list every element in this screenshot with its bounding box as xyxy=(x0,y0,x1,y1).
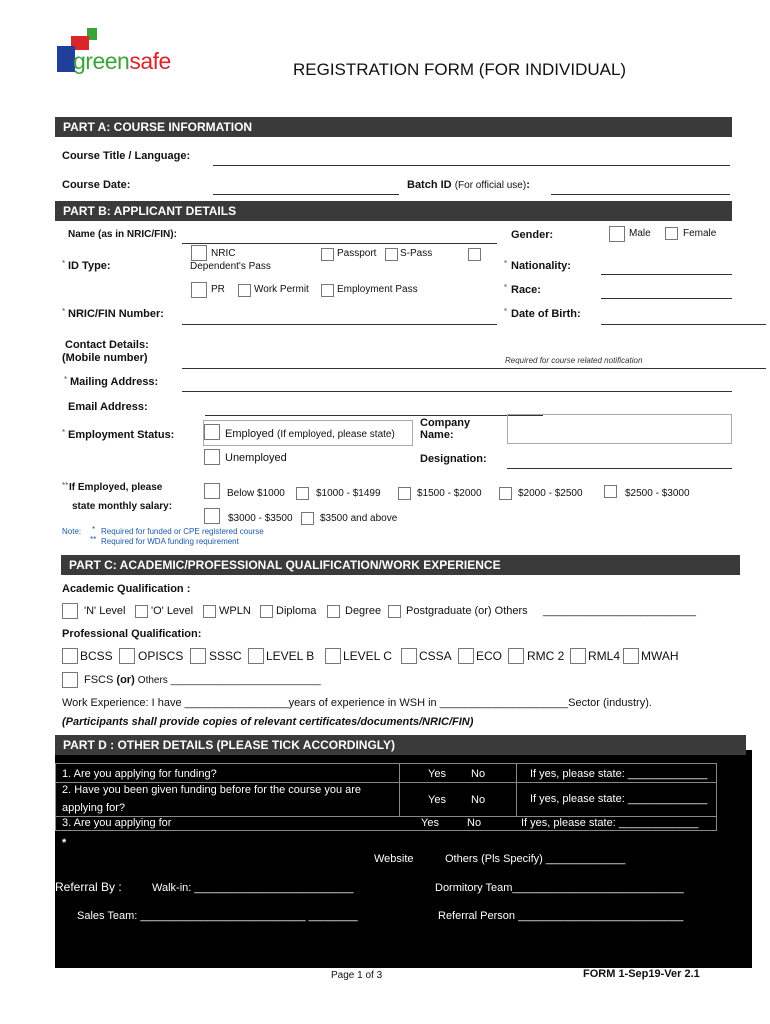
nric-number-asterisk: * xyxy=(62,307,66,316)
dob-field[interactable] xyxy=(601,324,766,325)
gender-female-checkbox[interactable] xyxy=(665,227,678,240)
designation-field[interactable] xyxy=(507,468,732,469)
course-title-field[interactable] xyxy=(213,165,730,166)
unemployed-option-label: Unemployed xyxy=(225,452,287,464)
bcss-label: BCSS xyxy=(80,649,113,663)
employment-pass-label: Employment Pass xyxy=(337,284,418,295)
gender-male-checkbox[interactable] xyxy=(609,226,625,242)
note-1-marker: * xyxy=(92,525,96,534)
level-c-checkbox[interactable] xyxy=(325,648,341,664)
nationality-field[interactable] xyxy=(601,274,732,275)
rmc2-label: RMC 2 xyxy=(527,649,565,663)
salary-1000-1499-checkbox[interactable] xyxy=(296,487,309,500)
nric-checkbox[interactable] xyxy=(191,245,207,261)
mailing-asterisk: * xyxy=(64,375,68,384)
pr-option-label: PR xyxy=(211,284,225,295)
rml4-checkbox[interactable] xyxy=(570,648,586,664)
spass-checkbox[interactable] xyxy=(385,248,398,261)
page-number: Page 1 of 3 xyxy=(331,970,383,981)
fscs-label: FSCS xyxy=(84,674,114,686)
dormitory-team-field[interactable]: Dormitory Team____________________________ xyxy=(435,882,684,894)
race-asterisk: * xyxy=(504,283,508,292)
question-2-yes[interactable]: Yes xyxy=(428,794,446,806)
question-1-yes[interactable]: Yes xyxy=(428,768,446,780)
professional-label: Professional Qualification: xyxy=(62,628,202,640)
employed-option-label: Employed xyxy=(225,428,274,440)
mailing-label: Mailing Address: xyxy=(70,376,159,388)
salary-2000-2500-checkbox[interactable] xyxy=(499,487,512,500)
salary-1500-2000-label: $1500 - $2000 xyxy=(417,488,482,499)
question-3-no[interactable]: No xyxy=(467,817,482,829)
course-date-field[interactable] xyxy=(213,194,399,195)
part-c-heading: PART C: ACADEMIC/PROFESSIONAL QUALIFICATION/WORK EXPERIENCE xyxy=(61,555,740,575)
nationality-asterisk: * xyxy=(504,259,508,268)
logo xyxy=(55,28,195,78)
part-d-row-divider-1 xyxy=(55,782,717,783)
level-b-label: LEVEL B xyxy=(266,649,315,663)
passport-checkbox[interactable] xyxy=(321,248,334,261)
salary-3500-above-label: $3500 and above xyxy=(320,513,398,524)
question-2-if-yes[interactable]: If yes, please state: _____________ xyxy=(530,793,708,805)
note-label: Note: xyxy=(62,527,82,536)
academic-label: Academic Qualification : xyxy=(62,583,191,595)
n-level-checkbox[interactable] xyxy=(62,603,78,619)
question-3: 3. Are you applying for xyxy=(62,817,172,829)
extra-id-checkbox[interactable] xyxy=(468,248,481,261)
sssc-label: SSSC xyxy=(209,649,242,663)
contact-label-1: Contact Details: xyxy=(65,339,149,351)
work-experience-line[interactable]: Work Experience: I have _________________years of experience in WSH in _____________________Sector (industry). xyxy=(62,697,652,709)
level-c-label: LEVEL C xyxy=(343,649,392,663)
note-1-text: Required for funded or CPE registered course xyxy=(101,527,264,536)
gender-label: Gender: xyxy=(511,229,554,241)
logo-text-green: green xyxy=(73,48,130,74)
salary-marker: ** xyxy=(62,481,69,490)
contact-note: Required for course related notification xyxy=(505,356,643,365)
dob-label: Date of Birth: xyxy=(511,308,581,320)
course-title-label: Course Title / Language: xyxy=(62,150,191,162)
part-d-col-divider-1 xyxy=(399,763,400,817)
question-2-line-2: applying for? xyxy=(62,802,125,814)
race-field[interactable] xyxy=(601,298,732,299)
part-b-heading: PART B: APPLICANT DETAILS xyxy=(55,201,732,221)
opiscs-label: OPISCS xyxy=(138,649,184,663)
unemployed-checkbox[interactable] xyxy=(204,449,220,465)
question-1-no[interactable]: No xyxy=(471,768,486,780)
n-level-label: 'N' Level xyxy=(84,605,126,617)
employed-checkbox[interactable] xyxy=(204,424,220,440)
rmc2-checkbox[interactable] xyxy=(508,648,524,664)
designation-label: Designation: xyxy=(420,453,487,465)
part-d-heading: PART D : OTHER DETAILS (PLEASE TICK ACCORDINGLY) xyxy=(55,735,746,755)
salary-3000-3500-label: $3000 - $3500 xyxy=(228,513,293,524)
mwah-checkbox[interactable] xyxy=(623,648,639,664)
spass-option-label: S-Pass xyxy=(400,248,433,259)
passport-option-label: Passport xyxy=(337,248,377,259)
wpln-checkbox[interactable] xyxy=(203,605,216,618)
gender-male-label: Male xyxy=(629,228,651,239)
name-label: Name (as in NRIC/FIN): xyxy=(68,229,177,240)
race-label: Race: xyxy=(511,284,541,296)
email-label: Email Address: xyxy=(68,401,148,413)
postgraduate-checkbox[interactable] xyxy=(388,605,401,618)
question-2-line-1: 2. Have you been given funding before for the course you are xyxy=(62,784,362,796)
email-field[interactable] xyxy=(205,415,543,416)
salary-1500-2000-checkbox[interactable] xyxy=(398,487,411,500)
company-label-2: Name: xyxy=(420,429,454,441)
work-permit-label: Work Permit xyxy=(254,284,309,295)
wpln-label: WPLN xyxy=(219,605,251,617)
walk-in-field[interactable]: Walk-in: __________________________ xyxy=(152,882,354,894)
employment-pass-checkbox[interactable] xyxy=(321,284,334,297)
employed-note: (If employed, please state) xyxy=(276,429,395,440)
diploma-checkbox[interactable] xyxy=(260,605,273,618)
part-a-heading: PART A: COURSE INFORMATION xyxy=(55,117,732,137)
nric-number-label: NRIC/FIN Number: xyxy=(68,308,164,320)
sssc-checkbox[interactable] xyxy=(190,648,206,664)
level-b-checkbox[interactable] xyxy=(248,648,264,664)
course-date-label: Course Date: xyxy=(62,179,131,191)
form-code: FORM 1-Sep19-Ver 2.1 xyxy=(583,968,700,980)
salary-1000-1499-label: $1000 - $1499 xyxy=(316,488,381,499)
referral-by-label: Referral By : xyxy=(55,880,122,894)
gender-female-label: Female xyxy=(683,228,717,239)
contact-field[interactable] xyxy=(182,368,766,369)
batch-id-colon: : xyxy=(526,179,530,191)
dependents-pass-label: Dependent's Pass xyxy=(190,261,271,272)
question-2-no[interactable]: No xyxy=(471,794,486,806)
salary-3000-3500-checkbox[interactable] xyxy=(204,508,220,524)
question-1: 1. Are you applying for funding? xyxy=(62,768,217,780)
batch-id-note: (For official use) xyxy=(454,180,527,191)
eco-label: ECO xyxy=(476,649,503,663)
fscs-checkbox[interactable] xyxy=(62,672,78,688)
nric-number-field[interactable] xyxy=(182,324,497,325)
participants-note: (Participants shall provide copies of relevant certificates/documents/NRIC/FIN) xyxy=(62,716,474,728)
nric-option-label: NRIC xyxy=(211,248,236,259)
page-title: REGISTRATION FORM (FOR INDIVIDUAL) xyxy=(293,60,627,79)
part-d-col-divider-2 xyxy=(516,763,517,817)
company-name-field[interactable] xyxy=(507,414,732,444)
others-specify-option[interactable]: Others (Pls Specify) _____________ xyxy=(445,853,626,865)
name-field[interactable] xyxy=(182,243,497,244)
eco-checkbox[interactable] xyxy=(458,648,474,664)
fscs-others-field[interactable]: Others ___________________________ xyxy=(137,675,321,686)
o-level-label: 'O' Level xyxy=(151,605,194,617)
rml4-label: RML4 xyxy=(588,649,621,663)
cssa-checkbox[interactable] xyxy=(401,648,417,664)
part-d-asterisk: * xyxy=(62,837,67,849)
o-level-checkbox[interactable] xyxy=(135,605,148,618)
id-type-asterisk: * xyxy=(62,259,66,268)
company-label-1: Company xyxy=(420,417,471,429)
diploma-label: Diploma xyxy=(276,605,317,617)
dob-asterisk: * xyxy=(504,307,508,316)
website-option[interactable]: Website xyxy=(374,853,414,865)
nationality-label: Nationality: xyxy=(511,260,571,272)
salary-below-1000-checkbox[interactable] xyxy=(204,483,220,499)
note-2-marker: ** xyxy=(90,535,97,544)
salary-2000-2500-label: $2000 - $2500 xyxy=(518,488,583,499)
note-2-text: Required for WDA funding requirement xyxy=(101,537,239,546)
salary-3500-above-checkbox[interactable] xyxy=(301,512,314,525)
salary-label-2: state monthly salary: xyxy=(72,501,173,512)
question-3-if-yes[interactable]: If yes, please state: _____________ xyxy=(521,817,699,829)
referral-person-field[interactable]: Referral Person ___________________________ xyxy=(438,910,684,922)
postgraduate-label: Postgraduate (or) Others xyxy=(406,605,528,617)
pr-checkbox[interactable] xyxy=(191,282,207,298)
sales-team-field[interactable]: Sales Team: ___________________________ ________ xyxy=(77,910,358,922)
salary-label-1: If Employed, please xyxy=(69,482,163,493)
question-1-if-yes[interactable]: If yes, please state: _____________ xyxy=(530,768,708,780)
salary-2500-3000-label: $2500 - $3000 xyxy=(625,488,690,499)
employment-asterisk: * xyxy=(62,428,66,437)
employment-label: Employment Status: xyxy=(68,429,175,441)
academic-others-field[interactable]: _________________________ xyxy=(543,605,696,617)
cssa-label: CSSA xyxy=(419,649,452,663)
id-type-label: ID Type: xyxy=(68,260,111,272)
work-permit-checkbox[interactable] xyxy=(238,284,251,297)
salary-2500-3000-checkbox[interactable] xyxy=(604,485,617,498)
bcss-checkbox[interactable] xyxy=(62,648,78,664)
batch-id-label: Batch ID xyxy=(407,179,452,191)
contact-label-2: (Mobile number) xyxy=(62,352,148,364)
batch-id-field[interactable] xyxy=(551,194,730,195)
degree-label: Degree xyxy=(345,605,382,617)
question-3-yes[interactable]: Yes xyxy=(421,817,439,829)
opiscs-checkbox[interactable] xyxy=(119,648,135,664)
mailing-field[interactable] xyxy=(182,391,732,392)
fscs-or: (or) xyxy=(116,674,135,686)
mwah-label: MWAH xyxy=(641,649,679,663)
logo-text-red: safe xyxy=(129,48,171,74)
salary-below-1000-label: Below $1000 xyxy=(227,488,285,499)
degree-checkbox[interactable] xyxy=(327,605,340,618)
